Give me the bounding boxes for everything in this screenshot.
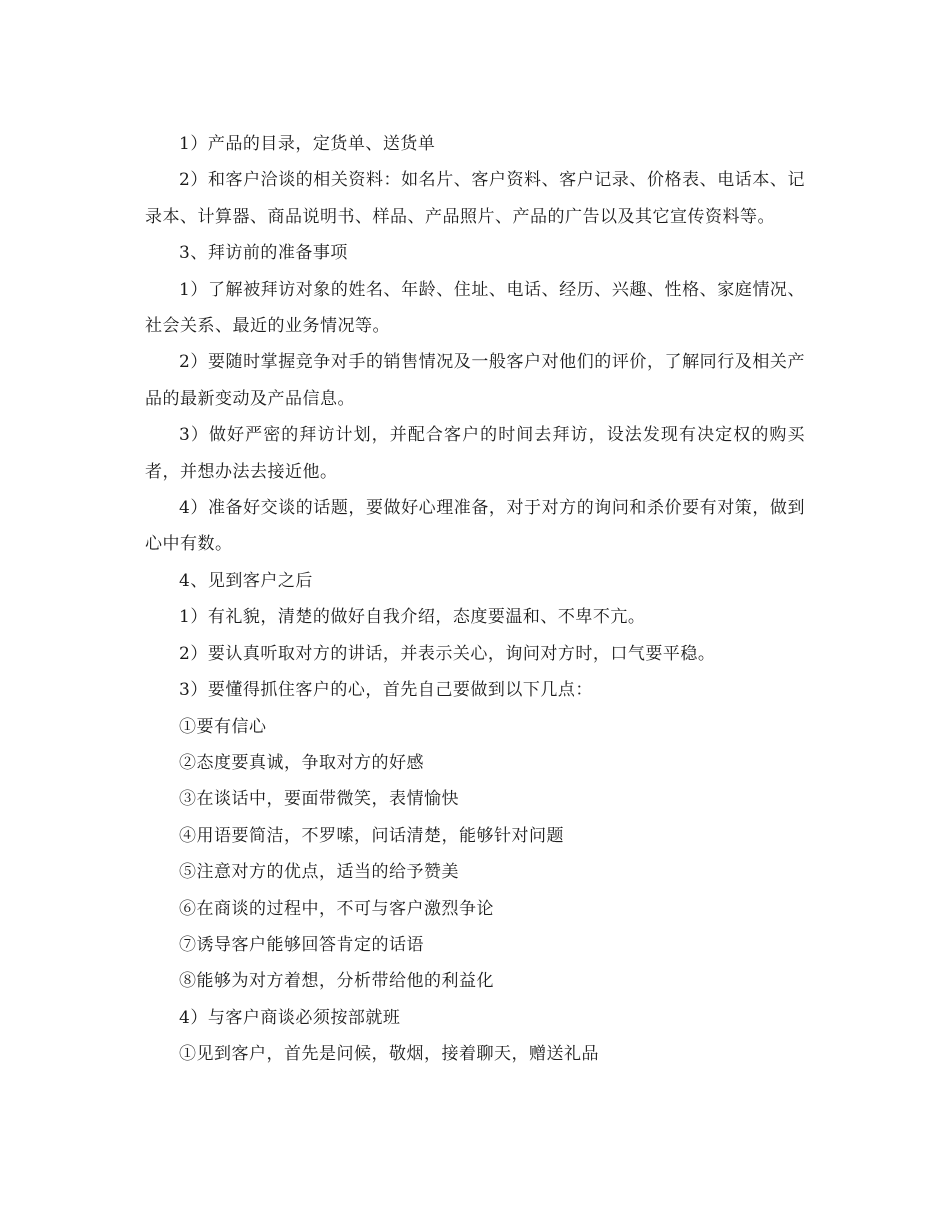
paragraph: 4）准备好交谈的话题，要做好心理准备，对于对方的询问和杀价要有对策，做到心中有数。 [145, 498, 805, 555]
list-item: ⑧能够为对方着想，分析带给他的利益化 [179, 971, 494, 992]
list-item: ①见到客户，首先是问候，敬烟，接着聊天，赠送礼品 [179, 1044, 599, 1065]
list-item: ①要有信心 [179, 716, 267, 737]
paragraph: 2）要认真听取对方的讲话，并表示关心，询问对方时，口气要平稳。 [179, 643, 716, 664]
section-heading: 3、拜访前的准备事项 [179, 243, 348, 264]
paragraph: 2）要随时掌握竞争对手的销售情况及一般客户对他们的评价，了解同行及相关产品的最新变动及产品信息。 [145, 352, 805, 409]
paragraph: 3）要懂得抓住客户的心，首先自己要做到以下几点： [179, 680, 593, 701]
section-heading: 4、见到客户之后 [179, 570, 313, 591]
list-item: ③在谈话中，要面带微笑，表情愉快 [179, 789, 459, 810]
paragraph: 1）有礼貌，清楚的做好自我介绍，态度要温和、不卑不亢。 [179, 607, 646, 628]
list-item: ⑥在商谈的过程中，不可与客户激烈争论 [179, 898, 494, 919]
paragraph: 4）与客户商谈必须按部就班 [179, 1007, 401, 1028]
paragraph: 2）和客户洽谈的相关资料：如名片、客户资料、客户记录、价格表、电话本、记录本、计算器、商品说明书、样品、产品照片、产品的广告以及其它宣传资料等。 [145, 170, 805, 227]
list-item: ⑤注意对方的优点，适当的给予赞美 [179, 862, 459, 883]
paragraph: 1）了解被拜访对象的姓名、年龄、住址、电话、经历、兴趣、性格、家庭情况、社会关系、最近的业务情况等。 [145, 279, 805, 337]
paragraph: 3）做好严密的拜访计划，并配合客户的时间去拜访，设法发现有决定权的购买者，并想办法去接近他。 [145, 425, 805, 482]
list-item: ⑦诱导客户能够回答肯定的话语 [179, 934, 424, 955]
paragraph: 1）产品的目录，定货单、送货单 [179, 134, 436, 154]
document-body [145, 126, 805, 1073]
list-item: ④用语要简洁，不罗嗦，问话清楚，能够针对问题 [179, 825, 564, 846]
list-item: ②态度要真诚，争取对方的好感 [179, 752, 424, 773]
